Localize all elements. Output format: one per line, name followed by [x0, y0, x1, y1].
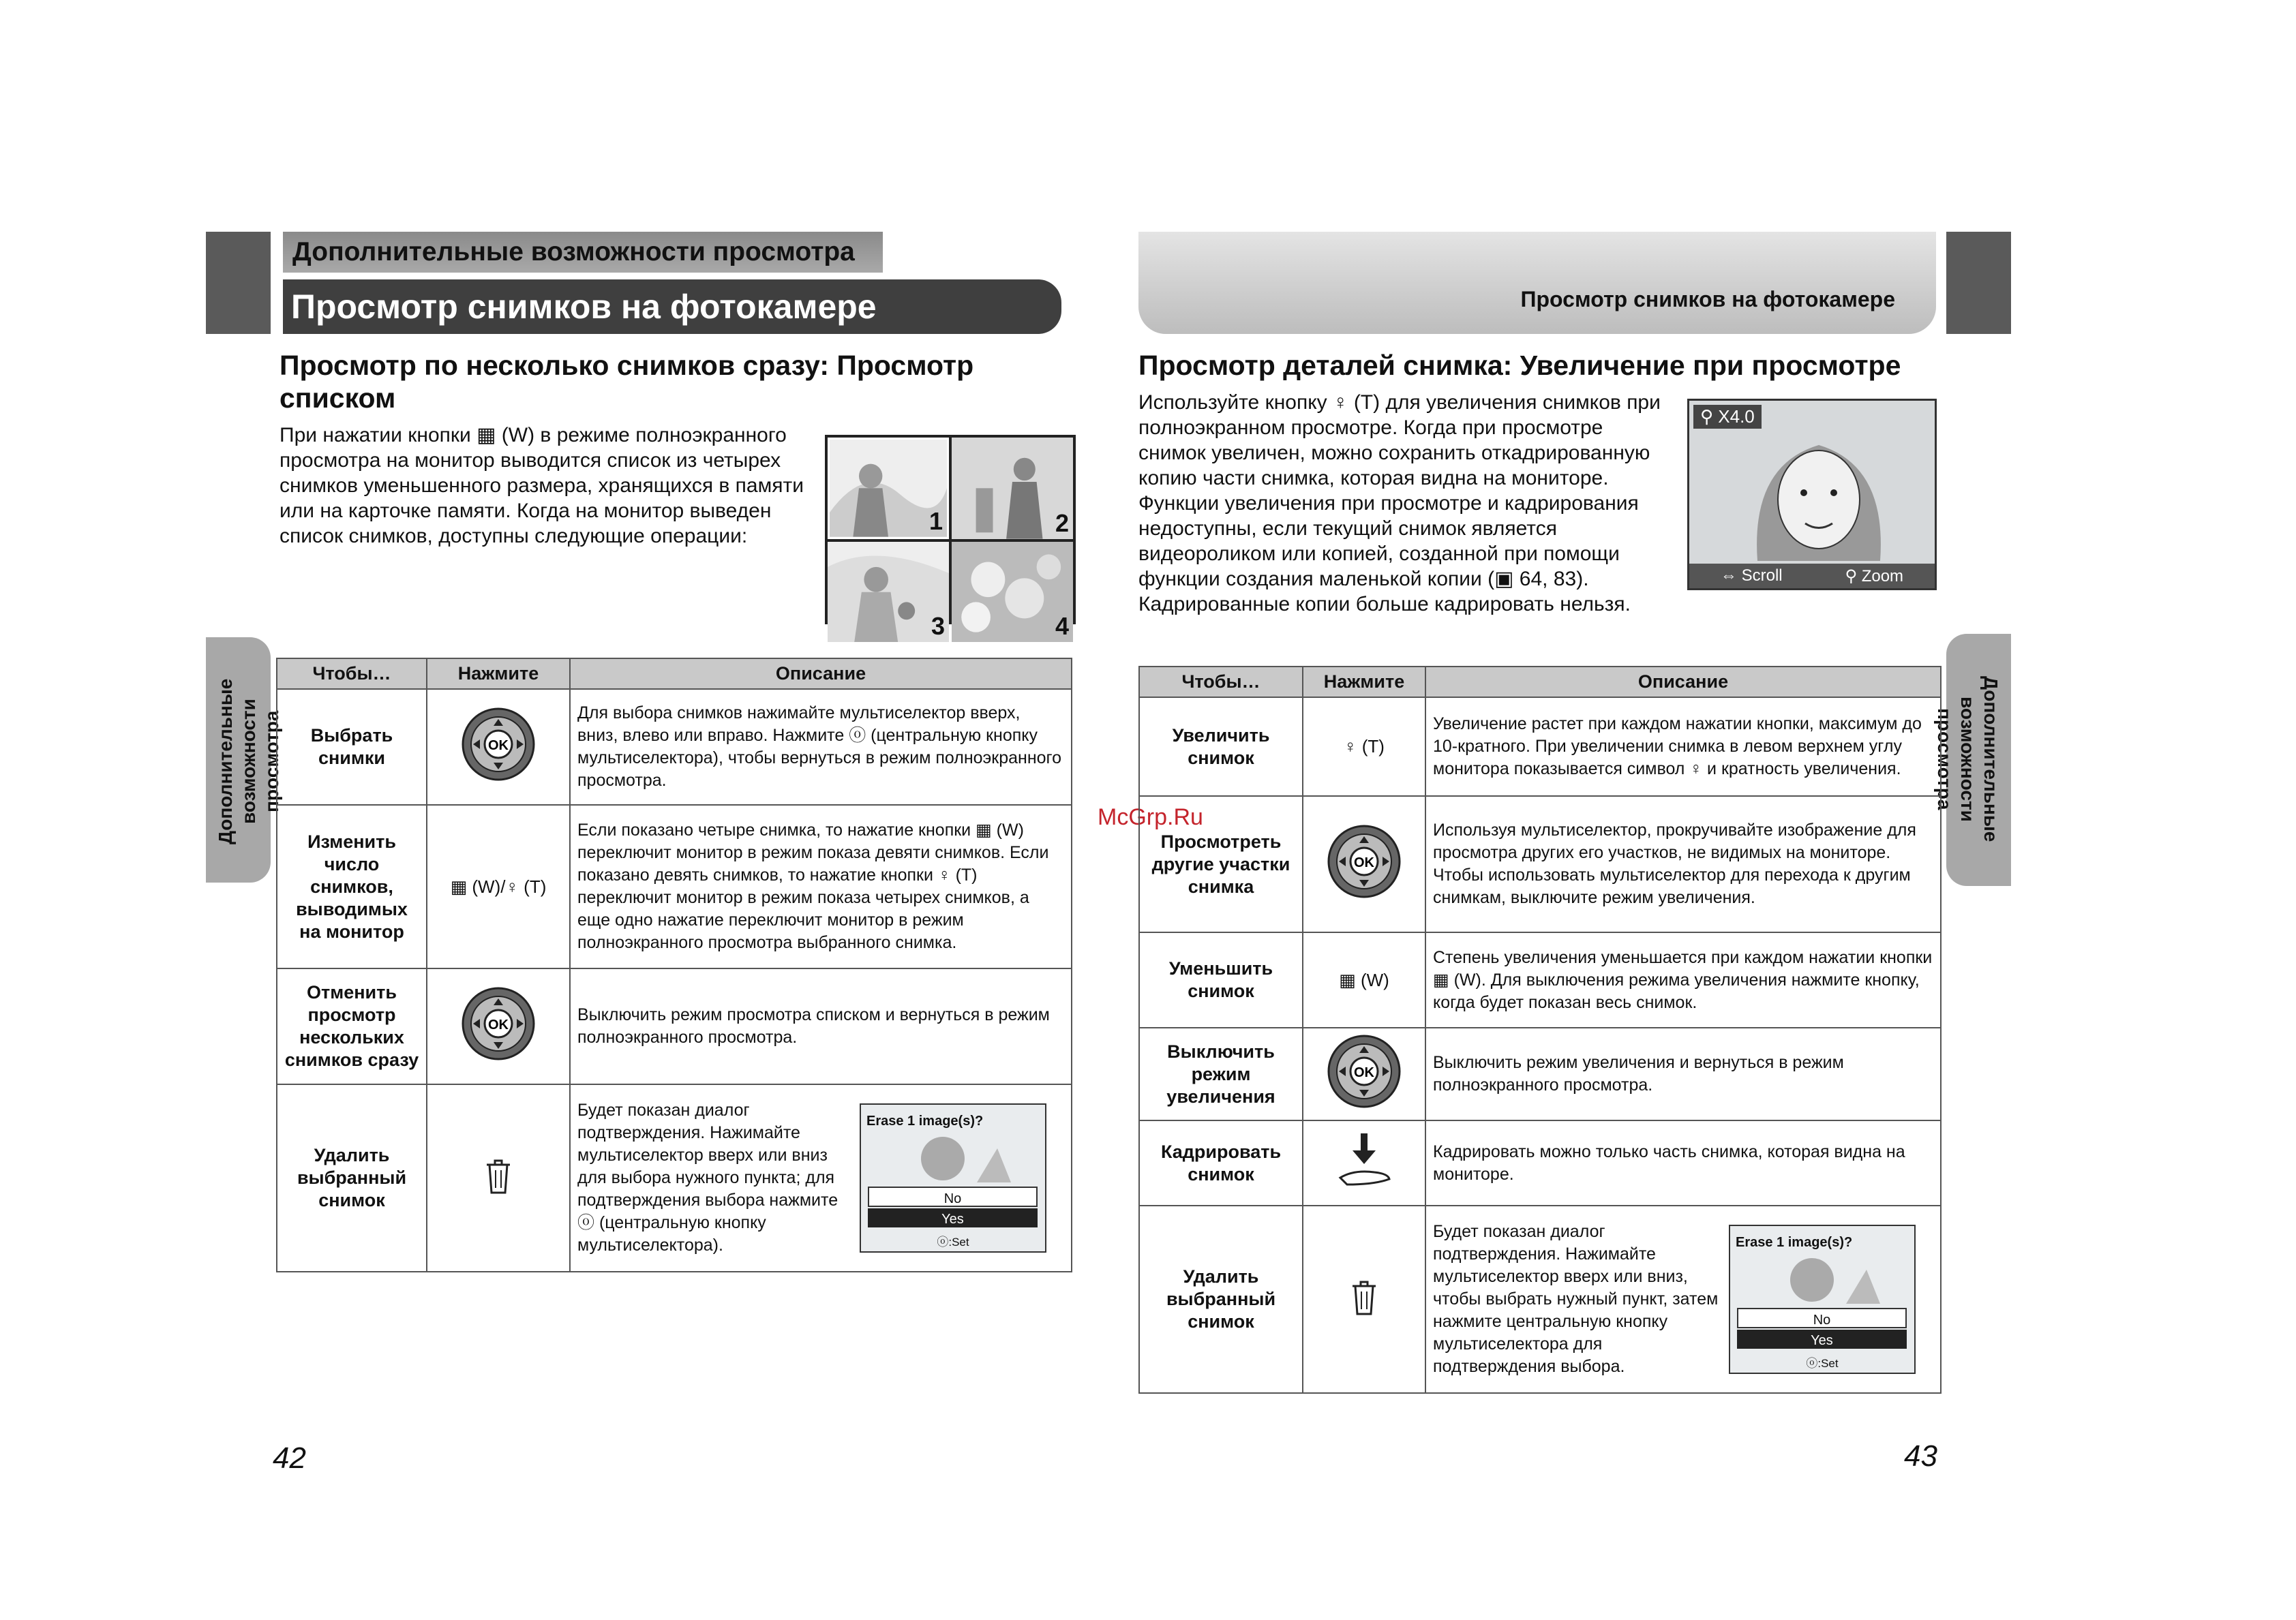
trash-icon — [1347, 1277, 1381, 1317]
dialog-yes-option[interactable]: Yes — [868, 1208, 1038, 1227]
row-desc-text: Будет показан диалог подтверждения. Нажимайте мультиселектор вверх или вниз, чтобы выбрать нужный пункт, затем нажмите центральную кнопку мультиселектора для подтверждения выбора. — [1433, 1222, 1719, 1376]
dialog-photo — [1751, 1249, 1894, 1311]
delete-dialog-preview — [860, 1103, 1046, 1253]
right-page-number: 43 — [1904, 1439, 1937, 1473]
left-intro: При нажатии кнопки ▦ (W) в режиме полноэкранного просмотра на монитор выводится список из четырех снимков уменьшенного размера, хранящихся в памяти или на карточке памяти. Когда на монитор выведен список снимков, доступны следующие операции: — [280, 424, 804, 547]
right-heading-box — [1138, 349, 1957, 382]
dialog-set-hint: ⓞ:Set — [1806, 1357, 1839, 1370]
dialog-yes-option[interactable]: Yes — [1737, 1330, 1907, 1349]
dialog-photo — [881, 1128, 1025, 1189]
left-side-tab-label: Дополнительные возможности просмотра — [215, 678, 282, 844]
thumb-number: 4 — [1055, 611, 1069, 640]
thumbnail-grid — [825, 435, 1076, 640]
row-desc: Если показано четыре снимка, то нажатие кнопки ▦ (W) переключит монитор в режим показа девяти снимков. Если показано девять снимков, то нажатие кнопки ♀ (T) переключит монитор в режим показа четырех снимков, а еще одно нажатие переключит монитор в режим полноэкранного просмотра выбранного снимка. — [570, 805, 1072, 968]
right-heading: Просмотр деталей снимка: Увеличение при просмотре — [1138, 350, 1901, 381]
row-desc — [570, 1084, 1072, 1272]
row-press — [427, 689, 570, 805]
row-action: Удалить выбранный снимок — [1139, 1206, 1303, 1393]
row-press — [1303, 1120, 1425, 1206]
row-action: Увеличить снимок — [1139, 697, 1303, 796]
thumbnail-2 — [952, 438, 1073, 539]
row-action: Отменить просмотр нескольких снимков сразу — [277, 968, 427, 1084]
row-action: Кадрировать снимок — [1139, 1120, 1303, 1206]
right-edge-block — [1946, 232, 2011, 334]
left-heading: Просмотр по несколько снимков сразу: Просмотр списком — [280, 350, 974, 414]
ok-label: OK — [488, 1018, 509, 1033]
watermark: McGrp.Ru — [1098, 804, 1203, 830]
zoom-label: Zoom — [1861, 566, 1904, 585]
row-desc: Выключить режим увеличения и вернуться в режим полноэкранного просмотра. — [1425, 1028, 1941, 1120]
delete-dialog-preview — [1729, 1225, 1916, 1374]
scroll-hint: ⇔ Scroll — [1720, 566, 1783, 585]
table-header-row — [1139, 667, 1941, 697]
row-press — [1303, 1206, 1425, 1393]
col-header: Чтобы… — [1139, 667, 1303, 697]
col-header: Нажмите — [1303, 667, 1425, 697]
row-action: Просмотреть другие участки снимка — [1139, 796, 1303, 932]
left-table — [276, 658, 1072, 1272]
table-row — [277, 805, 1072, 968]
table-row — [1139, 1028, 1941, 1120]
col-header: Описание — [1425, 667, 1941, 697]
row-press: ♀ (T) — [1303, 697, 1425, 796]
right-page-title: Просмотр снимков на фотокамере — [1520, 287, 1895, 311]
row-desc-content — [577, 1099, 1064, 1257]
row-desc: Выключить режим просмотра списком и вернуться в режим полноэкранного просмотра. — [570, 968, 1072, 1084]
row-desc-content — [1433, 1221, 1933, 1378]
row-desc: Для выбора снимков нажимайте мультиселектор вверх, вниз, влево или вправо. Нажмите ⓞ (центральную кнопку мультиселектора), чтобы вернуться в режим полноэкранного просмотра. — [570, 689, 1072, 805]
left-edge-block — [206, 232, 271, 334]
portrait-photo — [1737, 425, 1901, 561]
right-table — [1138, 666, 1942, 1394]
multiselector-icon — [1327, 824, 1402, 899]
table-row — [1139, 1206, 1941, 1393]
col-header: Чтобы… — [277, 658, 427, 689]
row-action: Выключить режим увеличения — [1139, 1028, 1303, 1120]
table-header-row — [277, 658, 1072, 689]
right-side-tab-label: Дополнительные возможности просмотра — [1934, 676, 2002, 842]
table-row — [277, 1084, 1072, 1272]
row-desc: Увеличение растет при каждом нажатии кнопки, максимум до 10-кратного. При увеличении снимка в левом верхнем углу монитора показывается символ ♀ и кратность увеличения. — [1425, 697, 1941, 796]
row-desc-text: Будет показан диалог подтверждения. Нажимайте мультиселектор вверх или вниз для выбора нужного пункта; для подтверждения выбора нажмите ⓞ (центральную кнопку мультиселектора). — [577, 1101, 839, 1255]
ok-label: OK — [1354, 855, 1374, 870]
row-action: Изменить число снимков, выводимых на монитор — [277, 805, 427, 968]
table-row — [277, 689, 1072, 805]
zoom-icon: ⚲ — [1700, 406, 1719, 427]
row-press: ▦ (W) — [1303, 932, 1425, 1028]
row-press — [1303, 796, 1425, 932]
left-heading-box — [280, 349, 1002, 414]
dialog-title: Erase 1 image(s)? — [866, 1114, 984, 1129]
row-action: Удалить выбранный снимок — [277, 1084, 427, 1272]
row-desc: Используя мультиселектор, прокручивайте изображение для просмотра других его участков, не видимых на мониторе. Чтобы использовать мультиселектор для перехода к другим снимкам, выключите режим увеличения. — [1425, 796, 1941, 932]
dialog-no-option[interactable]: No — [1737, 1308, 1907, 1328]
screen-footer — [1689, 564, 1935, 588]
table-row — [1139, 697, 1941, 796]
shutter-press-icon — [1333, 1130, 1395, 1191]
right-banner — [1138, 232, 1936, 334]
zoom-screen-preview — [1687, 399, 1937, 590]
row-press: ▦ (W)/♀ (T) — [427, 805, 570, 968]
page-title: Просмотр снимков на фотокамере — [283, 279, 1061, 334]
thumbnail-3 — [828, 542, 949, 642]
scroll-label: Scroll — [1741, 566, 1783, 585]
row-press — [427, 968, 570, 1084]
multiselector-icon — [461, 986, 536, 1061]
thumbnail-4 — [952, 542, 1073, 642]
trash-icon — [481, 1155, 515, 1196]
row-action: Выбрать снимки — [277, 689, 427, 805]
ok-label: OK — [488, 738, 509, 753]
dialog-set-hint: ⓞ:Set — [937, 1236, 969, 1249]
row-action: Уменьшить снимок — [1139, 932, 1303, 1028]
col-header: Описание — [570, 658, 1072, 689]
multiselector-icon — [1327, 1034, 1402, 1109]
col-header: Нажмите — [427, 658, 570, 689]
table-row — [1139, 796, 1941, 932]
dialog-title: Erase 1 image(s)? — [1736, 1235, 1853, 1250]
ok-label: OK — [1354, 1065, 1374, 1080]
dialog-no-option[interactable]: No — [868, 1187, 1038, 1207]
thumb-number: 1 — [928, 506, 943, 535]
multiselector-icon — [461, 707, 536, 782]
right-intro: Используйте кнопку ♀ (T) для увеличения снимков при полноэкранном просмотре. Когда при просмотре снимок увеличен, можно сохранить откадрированную копию части снимка, которая видна на мониторе. Функции увеличения при просмотре и кадрирования недоступны, если текущий снимок является видеороликом или копией, созданной при помощи функции создания маленькой копии (▣ 64, 83). Кадрированные копии больше кадрировать нельзя. — [1138, 391, 1661, 615]
right-side-tab — [1934, 634, 2011, 886]
zoom-value: X4.0 — [1718, 406, 1755, 427]
section-label: Дополнительные возможности просмотра — [283, 232, 883, 273]
row-desc: Степень увеличения уменьшается при каждом нажатии кнопки ▦ (W). Для выключения режима увеличения нажмите кнопку, когда будет показан весь снимок. — [1425, 932, 1941, 1028]
table-row — [1139, 1120, 1941, 1206]
left-page-number: 42 — [273, 1441, 306, 1475]
row-desc: Кадрировать можно только часть снимка, которая видна на мониторе. — [1425, 1120, 1941, 1206]
left-side-tab — [206, 637, 282, 883]
thumb-number: 2 — [1055, 508, 1069, 537]
row-desc — [1425, 1206, 1941, 1393]
zoom-hint: ⚲ Zoom — [1845, 566, 1904, 585]
row-press — [1303, 1028, 1425, 1120]
thumb-number: 3 — [931, 611, 945, 640]
table-row — [277, 968, 1072, 1084]
thumbnail-1 — [828, 438, 949, 539]
table-row — [1139, 932, 1941, 1028]
row-press — [427, 1084, 570, 1272]
